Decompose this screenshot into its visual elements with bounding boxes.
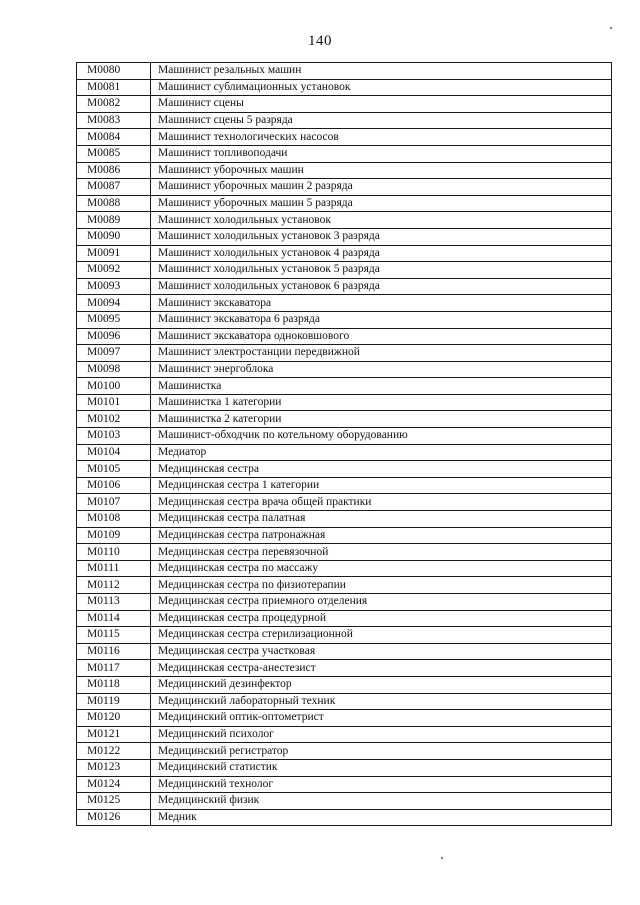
profession-code-cell: М0093 <box>77 278 151 295</box>
table-row <box>77 378 612 395</box>
profession-code-cell: М0126 <box>77 809 151 826</box>
profession-code-cell: М0115 <box>77 627 151 644</box>
profession-code-cell: М0085 <box>77 145 151 162</box>
table-row <box>77 361 612 378</box>
table-row <box>77 643 612 660</box>
profession-name-cell: Медицинская сестра-анестезист <box>151 660 612 677</box>
profession-name-cell: Машинист сцены 5 разряда <box>151 112 612 129</box>
table-row <box>77 477 612 494</box>
table-row <box>77 759 612 776</box>
table-row <box>77 809 612 826</box>
table-row <box>77 295 612 312</box>
profession-name-cell: Медицинский технолог <box>151 776 612 793</box>
profession-code-cell: М0088 <box>77 195 151 212</box>
profession-name-cell: Медицинский физик <box>151 793 612 810</box>
profession-code-cell: М0090 <box>77 228 151 245</box>
profession-code-cell: М0109 <box>77 527 151 544</box>
profession-code-cell: М0112 <box>77 577 151 594</box>
table-row <box>77 345 612 362</box>
profession-code-cell: М0095 <box>77 311 151 328</box>
profession-name-cell: Медицинский лабораторный техник <box>151 693 612 710</box>
profession-code-cell: М0110 <box>77 544 151 561</box>
page-number: 140 <box>308 33 332 49</box>
table-row <box>77 511 612 528</box>
table-row <box>77 145 612 162</box>
profession-name-cell: Медицинский статистик <box>151 759 612 776</box>
profession-code-cell: М0125 <box>77 793 151 810</box>
profession-code-cell: М0119 <box>77 693 151 710</box>
profession-name-cell: Медиатор <box>151 444 612 461</box>
profession-name-cell: Медицинская сестра <box>151 461 612 478</box>
table-row <box>77 577 612 594</box>
profession-name-cell: Медицинский дезинфектор <box>151 676 612 693</box>
profession-code-cell: М0114 <box>77 610 151 627</box>
profession-code-cell: М0100 <box>77 378 151 395</box>
table-row <box>77 743 612 760</box>
profession-name-cell: Медицинская сестра стерилизационной <box>151 627 612 644</box>
profession-code-cell: М0107 <box>77 494 151 511</box>
profession-code-cell: М0116 <box>77 643 151 660</box>
profession-code-cell: М0118 <box>77 676 151 693</box>
profession-code-cell: М0111 <box>77 560 151 577</box>
profession-name-cell: Медицинская сестра перевязочной <box>151 544 612 561</box>
profession-code-cell: М0104 <box>77 444 151 461</box>
table-row <box>77 96 612 113</box>
profession-name-cell: Машинист экскаватора <box>151 295 612 312</box>
scan-speck <box>610 27 612 29</box>
profession-code-cell: М0124 <box>77 776 151 793</box>
profession-name-cell: Машинист энергоблока <box>151 361 612 378</box>
profession-code-cell: М0101 <box>77 394 151 411</box>
profession-name-cell: Медицинский психолог <box>151 726 612 743</box>
table-row <box>77 560 612 577</box>
profession-code-cell: М0082 <box>77 96 151 113</box>
table-row <box>77 676 612 693</box>
table-row <box>77 162 612 179</box>
profession-name-cell: Машинист топливоподачи <box>151 145 612 162</box>
profession-name-cell: Машинист холодильных установок 5 разряда <box>151 262 612 279</box>
profession-name-cell: Машинист технологических насосов <box>151 129 612 146</box>
table-row <box>77 726 612 743</box>
profession-name-cell: Машинист сцены <box>151 96 612 113</box>
profession-code-cell: М0080 <box>77 63 151 80</box>
profession-name-cell: Медицинская сестра участковая <box>151 643 612 660</box>
table-row <box>77 693 612 710</box>
scan-speck <box>441 857 443 859</box>
profession-code-cell: М0096 <box>77 328 151 345</box>
table-row <box>77 793 612 810</box>
profession-name-cell: Машинист сублимационных установок <box>151 79 612 96</box>
profession-code-cell: М0092 <box>77 262 151 279</box>
table-row <box>77 627 612 644</box>
profession-code-cell: М0105 <box>77 461 151 478</box>
table-row <box>77 311 612 328</box>
table-row <box>77 610 612 627</box>
profession-name-cell: Медицинская сестра 1 категории <box>151 477 612 494</box>
profession-name-cell: Медицинская сестра по массажу <box>151 560 612 577</box>
table-row <box>77 461 612 478</box>
table-row <box>77 544 612 561</box>
profession-name-cell: Машинист экскаватора одноковшового <box>151 328 612 345</box>
profession-name-cell: Машинист-обходчик по котельному оборудованию <box>151 428 612 445</box>
profession-code-cell: М0121 <box>77 726 151 743</box>
profession-name-cell: Машинистка <box>151 378 612 395</box>
table-row <box>77 394 612 411</box>
profession-name-cell: Машинист холодильных установок <box>151 212 612 229</box>
profession-name-cell: Медицинская сестра по физиотерапии <box>151 577 612 594</box>
table-row <box>77 494 612 511</box>
profession-name-cell: Медицинская сестра процедурной <box>151 610 612 627</box>
table-row <box>77 776 612 793</box>
profession-code-cell: М0097 <box>77 345 151 362</box>
table-row <box>77 179 612 196</box>
table-row <box>77 262 612 279</box>
profession-code-cell: М0098 <box>77 361 151 378</box>
profession-name-cell: Медицинский оптик-оптометрист <box>151 710 612 727</box>
profession-name-cell: Машинист экскаватора 6 разряда <box>151 311 612 328</box>
profession-code-cell: М0117 <box>77 660 151 677</box>
profession-name-cell: Машинист холодильных установок 3 разряда <box>151 228 612 245</box>
table-row <box>77 112 612 129</box>
profession-name-cell: Медицинская сестра патронажная <box>151 527 612 544</box>
profession-name-cell: Медицинская сестра врача общей практики <box>151 494 612 511</box>
profession-code-table <box>76 62 612 826</box>
profession-code-cell: М0103 <box>77 428 151 445</box>
table-row <box>77 228 612 245</box>
table-row <box>77 444 612 461</box>
table-row <box>77 79 612 96</box>
profession-code-cell: М0106 <box>77 477 151 494</box>
profession-name-cell: Машинистка 2 категории <box>151 411 612 428</box>
table-row <box>77 428 612 445</box>
table-row <box>77 212 612 229</box>
table-row <box>77 411 612 428</box>
profession-name-cell: Машинист резальных машин <box>151 63 612 80</box>
profession-code-cell: М0123 <box>77 759 151 776</box>
table-row <box>77 195 612 212</box>
table-row <box>77 63 612 80</box>
profession-code-cell: М0089 <box>77 212 151 229</box>
profession-code-cell: М0084 <box>77 129 151 146</box>
table-row <box>77 328 612 345</box>
profession-code-cell: М0081 <box>77 79 151 96</box>
profession-name-cell: Машинист уборочных машин 5 разряда <box>151 195 612 212</box>
profession-name-cell: Машинист холодильных установок 6 разряда <box>151 278 612 295</box>
table-row <box>77 710 612 727</box>
profession-code-cell: М0086 <box>77 162 151 179</box>
profession-name-cell: Машинист холодильных установок 4 разряда <box>151 245 612 262</box>
table-row <box>77 278 612 295</box>
profession-name-cell: Медицинская сестра палатная <box>151 511 612 528</box>
profession-name-cell: Машинистка 1 категории <box>151 394 612 411</box>
table-row <box>77 527 612 544</box>
table-row <box>77 594 612 611</box>
profession-code-cell: М0122 <box>77 743 151 760</box>
table-row <box>77 129 612 146</box>
profession-name-cell: Медник <box>151 809 612 826</box>
profession-code-cell: М0094 <box>77 295 151 312</box>
profession-name-cell: Машинист уборочных машин 2 разряда <box>151 179 612 196</box>
table-row <box>77 660 612 677</box>
profession-code-cell: М0108 <box>77 511 151 528</box>
profession-name-cell: Медицинская сестра приемного отделения <box>151 594 612 611</box>
profession-code-cell: М0091 <box>77 245 151 262</box>
profession-name-cell: Машинист электростанции передвижной <box>151 345 612 362</box>
profession-code-cell: М0113 <box>77 594 151 611</box>
profession-code-cell: М0087 <box>77 179 151 196</box>
profession-name-cell: Машинист уборочных машин <box>151 162 612 179</box>
profession-code-cell: М0120 <box>77 710 151 727</box>
table-body <box>77 63 612 826</box>
table-row <box>77 245 612 262</box>
profession-code-cell: М0083 <box>77 112 151 129</box>
profession-name-cell: Медицинский регистратор <box>151 743 612 760</box>
profession-code-cell: М0102 <box>77 411 151 428</box>
